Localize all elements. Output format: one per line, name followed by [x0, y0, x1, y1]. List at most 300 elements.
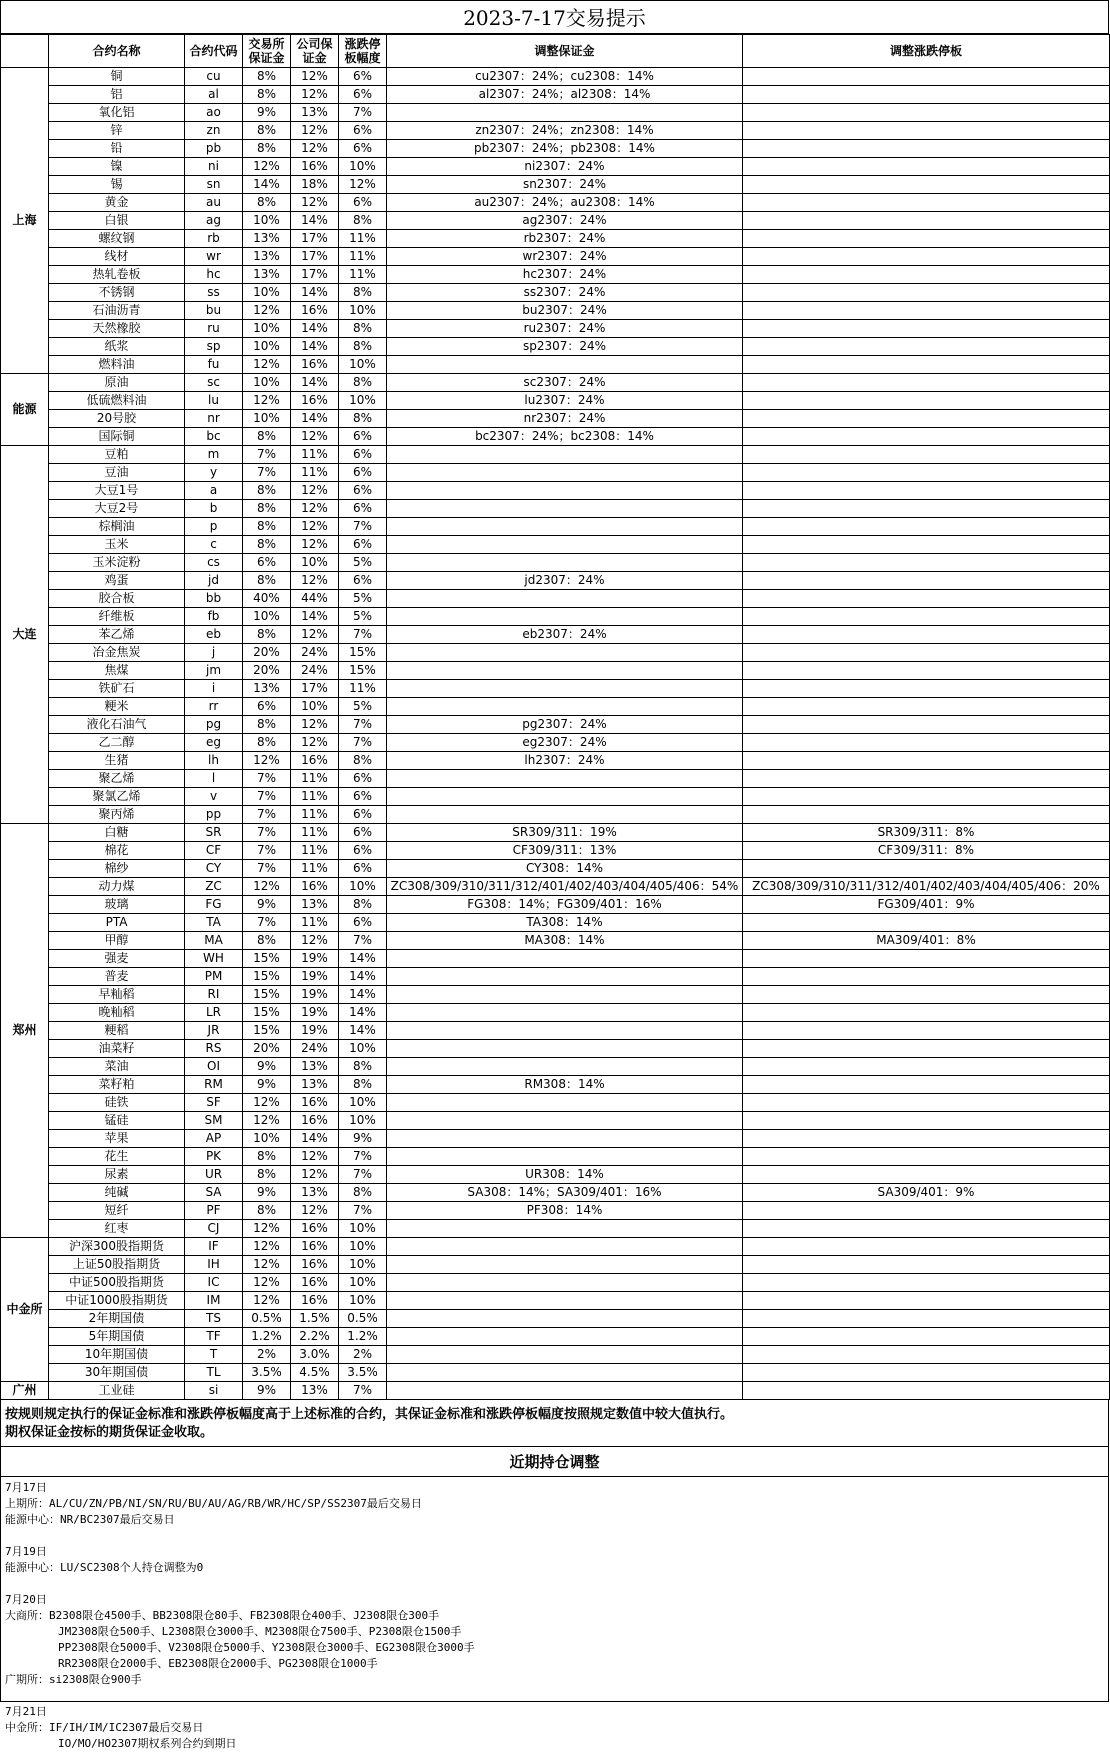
contract-code-cell: LR — [185, 1004, 243, 1022]
price-limit-cell: 11% — [339, 266, 387, 284]
table-row — [1, 698, 1110, 716]
adjusted-limit-cell — [743, 104, 1110, 122]
exchange-margin-cell: 8% — [243, 86, 291, 104]
adjusted-limit-cell — [743, 86, 1110, 104]
price-limit-cell: 12% — [339, 176, 387, 194]
exchange-margin-cell: 15% — [243, 986, 291, 1004]
contract-code-cell: IH — [185, 1256, 243, 1274]
table-row — [1, 860, 1110, 878]
adjusted-margin-cell: nr2307：24% — [387, 410, 743, 428]
table-row — [1, 410, 1110, 428]
exchange-margin-cell: 7% — [243, 860, 291, 878]
contract-name-cell: 铜 — [49, 68, 185, 86]
contract-code-cell: TA — [185, 914, 243, 932]
price-limit-cell: 0.5% — [339, 1310, 387, 1328]
contract-code-cell: T — [185, 1346, 243, 1364]
exchange-margin-cell: 10% — [243, 320, 291, 338]
price-limit-cell: 10% — [339, 1094, 387, 1112]
exchange-cell: 能源 — [1, 374, 49, 446]
exchange-margin-cell: 20% — [243, 644, 291, 662]
company-margin-cell: 14% — [291, 608, 339, 626]
exchange-margin-cell: 14% — [243, 176, 291, 194]
adjusted-margin-cell — [387, 788, 743, 806]
price-limit-cell: 10% — [339, 158, 387, 176]
price-limit-cell: 6% — [339, 428, 387, 446]
price-limit-cell: 5% — [339, 590, 387, 608]
adjusted-limit-cell — [743, 1076, 1110, 1094]
adjusted-limit-cell — [743, 554, 1110, 572]
price-limit-cell: 7% — [339, 626, 387, 644]
price-limit-cell: 11% — [339, 680, 387, 698]
note-line: 按规则规定执行的保证金标准和涨跌停板幅度高于上述标准的合约，其保证金标准和涨跌停板幅度按照规定数值中较大值执行。 — [5, 1407, 734, 1422]
header-row — [1, 35, 1110, 68]
price-limit-cell: 10% — [339, 302, 387, 320]
exchange-margin-cell: 12% — [243, 1256, 291, 1274]
exchange-margin-cell: 13% — [243, 230, 291, 248]
adjusted-limit-cell — [743, 68, 1110, 86]
contract-name-cell: 冶金焦炭 — [49, 644, 185, 662]
company-margin-cell: 19% — [291, 1004, 339, 1022]
contract-name-cell: 强麦 — [49, 950, 185, 968]
adjusted-margin-cell: CF309/311：13% — [387, 842, 743, 860]
company-margin-cell: 12% — [291, 932, 339, 950]
company-margin-cell: 12% — [291, 68, 339, 86]
adjusted-limit-cell — [743, 428, 1110, 446]
contract-name-cell: 原油 — [49, 374, 185, 392]
adjusted-margin-cell — [387, 464, 743, 482]
price-limit-cell: 8% — [339, 284, 387, 302]
contract-name-cell: 尿素 — [49, 1166, 185, 1184]
adjusted-margin-cell — [387, 518, 743, 536]
contract-name-cell: 液化石油气 — [49, 716, 185, 734]
price-limit-cell: 14% — [339, 968, 387, 986]
price-limit-cell: 8% — [339, 1184, 387, 1202]
contract-name-cell: 上证50股指期货 — [49, 1256, 185, 1274]
exchange-margin-cell: 12% — [243, 878, 291, 896]
adjusted-margin-cell: lu2307：24% — [387, 392, 743, 410]
contract-code-cell: RM — [185, 1076, 243, 1094]
exchange-margin-cell: 7% — [243, 464, 291, 482]
adjusted-limit-cell: MA309/401：8% — [743, 932, 1110, 950]
table-row — [1, 950, 1110, 968]
price-limit-cell: 5% — [339, 608, 387, 626]
adjusted-limit-cell: SR309/311：8% — [743, 824, 1110, 842]
price-limit-cell: 6% — [339, 824, 387, 842]
contract-name-cell: 红枣 — [49, 1220, 185, 1238]
contract-name-cell: 乙二醇 — [49, 734, 185, 752]
company-margin-cell: 24% — [291, 662, 339, 680]
contract-code-cell: MA — [185, 932, 243, 950]
exchange-margin-cell: 12% — [243, 356, 291, 374]
table-row — [1, 1346, 1110, 1364]
exchange-margin-cell: 8% — [243, 482, 291, 500]
table-row — [1, 1112, 1110, 1130]
table-row — [1, 1040, 1110, 1058]
contract-code-cell: TS — [185, 1310, 243, 1328]
price-limit-cell: 10% — [339, 1292, 387, 1310]
adjusted-limit-cell — [743, 140, 1110, 158]
adjusted-margin-cell: RM308：14% — [387, 1076, 743, 1094]
company-margin-cell: 13% — [291, 1382, 339, 1400]
price-limit-cell: 6% — [339, 122, 387, 140]
table-row — [1, 842, 1110, 860]
company-margin-cell: 10% — [291, 698, 339, 716]
company-margin-cell: 12% — [291, 572, 339, 590]
adjusted-margin-cell: bc2307：24%；bc2308：14% — [387, 428, 743, 446]
contract-code-cell: v — [185, 788, 243, 806]
adjusted-margin-cell: rb2307：24% — [387, 230, 743, 248]
table-row — [1, 122, 1110, 140]
company-margin-cell: 16% — [291, 752, 339, 770]
company-margin-cell: 12% — [291, 122, 339, 140]
contract-name-cell: 豆油 — [49, 464, 185, 482]
contract-name-cell: 粳米 — [49, 698, 185, 716]
adjusted-margin-cell: ss2307：24% — [387, 284, 743, 302]
contract-code-cell: RI — [185, 986, 243, 1004]
exchange-margin-cell: 8% — [243, 500, 291, 518]
company-margin-cell: 16% — [291, 158, 339, 176]
contract-code-cell: a — [185, 482, 243, 500]
position-line: RR2308限仓2000手、EB2308限仓2000手、PG2308限仓1000手 — [5, 1657, 378, 1670]
contract-code-cell: SR — [185, 824, 243, 842]
company-margin-cell: 11% — [291, 446, 339, 464]
contract-name-cell: 玉米淀粉 — [49, 554, 185, 572]
position-line: 上期所：AL/CU/ZN/PB/NI/SN/RU/BU/AU/AG/RB/WR/HC/SP/SS2307最后交易日 — [5, 1497, 422, 1510]
adjusted-limit-cell — [743, 860, 1110, 878]
price-limit-cell: 9% — [339, 1130, 387, 1148]
table-row — [1, 1166, 1110, 1184]
company-margin-cell: 18% — [291, 176, 339, 194]
adjusted-limit-cell — [743, 266, 1110, 284]
contract-name-cell: PTA — [49, 914, 185, 932]
exchange-margin-cell: 10% — [243, 338, 291, 356]
contract-code-cell: IM — [185, 1292, 243, 1310]
exchange-margin-cell: 9% — [243, 1382, 291, 1400]
price-limit-cell: 8% — [339, 338, 387, 356]
price-limit-cell: 15% — [339, 662, 387, 680]
spacer — [5, 1576, 1104, 1592]
adjusted-limit-cell — [743, 608, 1110, 626]
position-date: 7月20日 — [5, 1593, 47, 1606]
adjusted-limit-cell: FG309/401：9% — [743, 896, 1110, 914]
header-company-margin: 公司保证金 — [291, 35, 339, 68]
contract-code-cell: IC — [185, 1274, 243, 1292]
contract-code-cell: nr — [185, 410, 243, 428]
price-limit-cell: 8% — [339, 374, 387, 392]
contract-name-cell: 油菜籽 — [49, 1040, 185, 1058]
adjusted-margin-cell: jd2307：24% — [387, 572, 743, 590]
price-limit-cell: 14% — [339, 950, 387, 968]
adjusted-margin-cell: SA308：14%；SA309/401：16% — [387, 1184, 743, 1202]
contract-code-cell: SA — [185, 1184, 243, 1202]
exchange-margin-cell: 9% — [243, 104, 291, 122]
company-margin-cell: 17% — [291, 248, 339, 266]
table-row — [1, 1256, 1110, 1274]
adjusted-margin-cell: bu2307：24% — [387, 302, 743, 320]
price-limit-cell: 15% — [339, 644, 387, 662]
table-row — [1, 446, 1110, 464]
contract-code-cell: jm — [185, 662, 243, 680]
adjusted-margin-cell: ru2307：24% — [387, 320, 743, 338]
contract-code-cell: al — [185, 86, 243, 104]
company-margin-cell: 11% — [291, 914, 339, 932]
contract-code-cell: TL — [185, 1364, 243, 1382]
contract-name-cell: 中证1000股指期货 — [49, 1292, 185, 1310]
adjusted-margin-cell: sp2307：24% — [387, 338, 743, 356]
adjusted-limit-cell — [743, 590, 1110, 608]
exchange-margin-cell: 6% — [243, 698, 291, 716]
adjusted-margin-cell: TA308：14% — [387, 914, 743, 932]
price-limit-cell: 8% — [339, 320, 387, 338]
position-line: 中金所：IF/IH/IM/IC2307最后交易日 — [5, 1721, 204, 1734]
company-margin-cell: 1.5% — [291, 1310, 339, 1328]
price-limit-cell: 14% — [339, 1004, 387, 1022]
price-limit-cell: 8% — [339, 1058, 387, 1076]
table-row — [1, 1220, 1110, 1238]
company-margin-cell: 16% — [291, 1112, 339, 1130]
exchange-margin-cell: 12% — [243, 752, 291, 770]
adjusted-limit-cell — [743, 464, 1110, 482]
adjusted-margin-cell — [387, 104, 743, 122]
exchange-margin-cell: 7% — [243, 842, 291, 860]
exchange-margin-cell: 12% — [243, 392, 291, 410]
adjusted-limit-cell — [743, 1238, 1110, 1256]
adjusted-margin-cell — [387, 356, 743, 374]
company-margin-cell: 13% — [291, 1184, 339, 1202]
contract-code-cell: ru — [185, 320, 243, 338]
contract-name-cell: 黄金 — [49, 194, 185, 212]
exchange-margin-cell: 15% — [243, 1004, 291, 1022]
adjusted-margin-cell — [387, 1256, 743, 1274]
table-row — [1, 788, 1110, 806]
contract-name-cell: 玻璃 — [49, 896, 185, 914]
contract-code-cell: sp — [185, 338, 243, 356]
adjusted-limit-cell — [743, 752, 1110, 770]
price-limit-cell: 6% — [339, 806, 387, 824]
position-line: PP2308限仓5000手、V2308限仓5000手、Y2308限仓3000手、EG2308限仓3000手 — [5, 1641, 475, 1654]
price-limit-cell: 6% — [339, 770, 387, 788]
contract-name-cell: 镍 — [49, 158, 185, 176]
contract-code-cell: y — [185, 464, 243, 482]
contract-name-cell: 铝 — [49, 86, 185, 104]
contract-code-cell: CJ — [185, 1220, 243, 1238]
price-limit-cell: 6% — [339, 914, 387, 932]
table-row — [1, 716, 1110, 734]
exchange-margin-cell: 7% — [243, 788, 291, 806]
exchange-margin-cell: 12% — [243, 1094, 291, 1112]
adjusted-limit-cell — [743, 1310, 1110, 1328]
table-row — [1, 824, 1110, 842]
contract-code-cell: zn — [185, 122, 243, 140]
table-row — [1, 644, 1110, 662]
price-limit-cell: 10% — [339, 878, 387, 896]
price-limit-cell: 6% — [339, 446, 387, 464]
company-margin-cell: 16% — [291, 1274, 339, 1292]
company-margin-cell: 12% — [291, 1148, 339, 1166]
adjusted-limit-cell — [743, 1148, 1110, 1166]
company-margin-cell: 11% — [291, 806, 339, 824]
exchange-margin-cell: 8% — [243, 122, 291, 140]
contract-name-cell: 中证500股指期货 — [49, 1274, 185, 1292]
adjusted-limit-cell — [743, 212, 1110, 230]
adjusted-limit-cell — [743, 158, 1110, 176]
price-limit-cell: 11% — [339, 230, 387, 248]
contract-name-cell: 聚乙烯 — [49, 770, 185, 788]
price-limit-cell: 10% — [339, 1274, 387, 1292]
company-margin-cell: 12% — [291, 716, 339, 734]
adjusted-limit-cell — [743, 518, 1110, 536]
contract-name-cell: 生猪 — [49, 752, 185, 770]
price-limit-cell: 10% — [339, 392, 387, 410]
position-line: IO/MO/HO2307期权系列合约到期日 — [5, 1737, 237, 1750]
price-limit-cell: 7% — [339, 1382, 387, 1400]
company-margin-cell: 12% — [291, 140, 339, 158]
adjusted-limit-cell — [743, 950, 1110, 968]
adjusted-margin-cell — [387, 446, 743, 464]
contract-code-cell: bb — [185, 590, 243, 608]
contract-name-cell: 低硫燃料油 — [49, 392, 185, 410]
header-name: 合约名称 — [49, 35, 185, 68]
contract-code-cell: JR — [185, 1022, 243, 1040]
company-margin-cell: 11% — [291, 842, 339, 860]
company-margin-cell: 14% — [291, 374, 339, 392]
exchange-margin-cell: 8% — [243, 518, 291, 536]
adjusted-margin-cell: lh2307：24% — [387, 752, 743, 770]
exchange-margin-cell: 12% — [243, 302, 291, 320]
adjusted-limit-cell — [743, 968, 1110, 986]
adjusted-limit-cell — [743, 446, 1110, 464]
price-limit-cell: 7% — [339, 104, 387, 122]
company-margin-cell: 2.2% — [291, 1328, 339, 1346]
adjusted-margin-cell — [387, 1040, 743, 1058]
contract-name-cell: 玉米 — [49, 536, 185, 554]
company-margin-cell: 11% — [291, 824, 339, 842]
exchange-margin-cell: 13% — [243, 680, 291, 698]
company-margin-cell: 11% — [291, 788, 339, 806]
exchange-margin-cell: 40% — [243, 590, 291, 608]
price-limit-cell: 8% — [339, 752, 387, 770]
company-margin-cell: 12% — [291, 626, 339, 644]
table-row — [1, 392, 1110, 410]
contract-code-cell: lh — [185, 752, 243, 770]
exchange-margin-cell: 8% — [243, 428, 291, 446]
contract-code-cell: rr — [185, 698, 243, 716]
price-limit-cell: 6% — [339, 788, 387, 806]
contract-code-cell: AP — [185, 1130, 243, 1148]
table-row — [1, 428, 1110, 446]
adjusted-margin-cell: zn2307：24%；zn2308：14% — [387, 122, 743, 140]
contract-name-cell: 大豆2号 — [49, 500, 185, 518]
contract-code-cell: PM — [185, 968, 243, 986]
adjusted-limit-cell — [743, 806, 1110, 824]
contract-name-cell: 豆粕 — [49, 446, 185, 464]
adjusted-limit-cell — [743, 122, 1110, 140]
contract-name-cell: 聚氯乙烯 — [49, 788, 185, 806]
adjusted-margin-cell — [387, 950, 743, 968]
adjusted-limit-cell — [743, 194, 1110, 212]
table-row — [1, 878, 1110, 896]
contract-name-cell: 鸡蛋 — [49, 572, 185, 590]
contract-name-cell: 短纤 — [49, 1202, 185, 1220]
position-date: 7月21日 — [5, 1705, 47, 1718]
adjusted-margin-cell — [387, 644, 743, 662]
price-limit-cell: 10% — [339, 1040, 387, 1058]
company-margin-cell: 16% — [291, 1292, 339, 1310]
contract-code-cell: PF — [185, 1202, 243, 1220]
company-margin-cell: 24% — [291, 644, 339, 662]
exchange-margin-cell: 7% — [243, 770, 291, 788]
contract-code-cell: CF — [185, 842, 243, 860]
price-limit-cell: 6% — [339, 500, 387, 518]
contract-name-cell: 20号胶 — [49, 410, 185, 428]
exchange-margin-cell: 12% — [243, 1112, 291, 1130]
contract-code-cell: SF — [185, 1094, 243, 1112]
contract-code-cell: ao — [185, 104, 243, 122]
price-limit-cell: 6% — [339, 572, 387, 590]
company-margin-cell: 12% — [291, 734, 339, 752]
company-margin-cell: 19% — [291, 950, 339, 968]
contract-name-cell: 30年期国债 — [49, 1364, 185, 1382]
adjusted-margin-cell — [387, 770, 743, 788]
positions-list — [0, 1477, 1109, 1750]
adjusted-margin-cell — [387, 536, 743, 554]
price-limit-cell: 5% — [339, 554, 387, 572]
adjusted-margin-cell — [387, 1094, 743, 1112]
adjusted-margin-cell — [387, 554, 743, 572]
adjusted-limit-cell — [743, 1040, 1110, 1058]
adjusted-limit-cell — [743, 1256, 1110, 1274]
adjusted-margin-cell: au2307：24%；au2308：14% — [387, 194, 743, 212]
table-row — [1, 1004, 1110, 1022]
company-margin-cell: 4.5% — [291, 1364, 339, 1382]
exchange-margin-cell: 10% — [243, 1130, 291, 1148]
header-exchange — [1, 35, 49, 68]
price-limit-cell: 7% — [339, 932, 387, 950]
exchange-margin-cell: 13% — [243, 266, 291, 284]
position-line: JM2308限仓500手、L2308限仓3000手、M2308限仓7500手、P2308限仓1500手 — [5, 1625, 462, 1638]
adjusted-limit-cell — [743, 1328, 1110, 1346]
adjusted-limit-cell — [743, 248, 1110, 266]
exchange-cell: 郑州 — [1, 824, 49, 1238]
table-row — [1, 896, 1110, 914]
header-adjusted-limit: 调整涨跌停板 — [743, 35, 1110, 68]
contract-name-cell: 国际铜 — [49, 428, 185, 446]
adjusted-margin-cell: CY308：14% — [387, 860, 743, 878]
company-margin-cell: 13% — [291, 896, 339, 914]
price-limit-cell: 7% — [339, 1202, 387, 1220]
contract-name-cell: 2年期国债 — [49, 1310, 185, 1328]
exchange-margin-cell: 20% — [243, 1040, 291, 1058]
table-row — [1, 752, 1110, 770]
contract-code-cell: SM — [185, 1112, 243, 1130]
company-margin-cell: 16% — [291, 1094, 339, 1112]
contract-code-cell: sn — [185, 176, 243, 194]
contract-name-cell: 粳稻 — [49, 1022, 185, 1040]
adjusted-limit-cell — [743, 374, 1110, 392]
table-row — [1, 482, 1110, 500]
company-margin-cell: 16% — [291, 302, 339, 320]
table-row — [1, 1382, 1110, 1400]
exchange-margin-cell: 12% — [243, 1292, 291, 1310]
contract-code-cell: ni — [185, 158, 243, 176]
company-margin-cell: 12% — [291, 86, 339, 104]
contract-name-cell: 纯碱 — [49, 1184, 185, 1202]
contract-code-cell: m — [185, 446, 243, 464]
exchange-margin-cell: 9% — [243, 1058, 291, 1076]
adjusted-margin-cell — [387, 1328, 743, 1346]
adjusted-limit-cell — [743, 986, 1110, 1004]
adjusted-limit-cell — [743, 500, 1110, 518]
